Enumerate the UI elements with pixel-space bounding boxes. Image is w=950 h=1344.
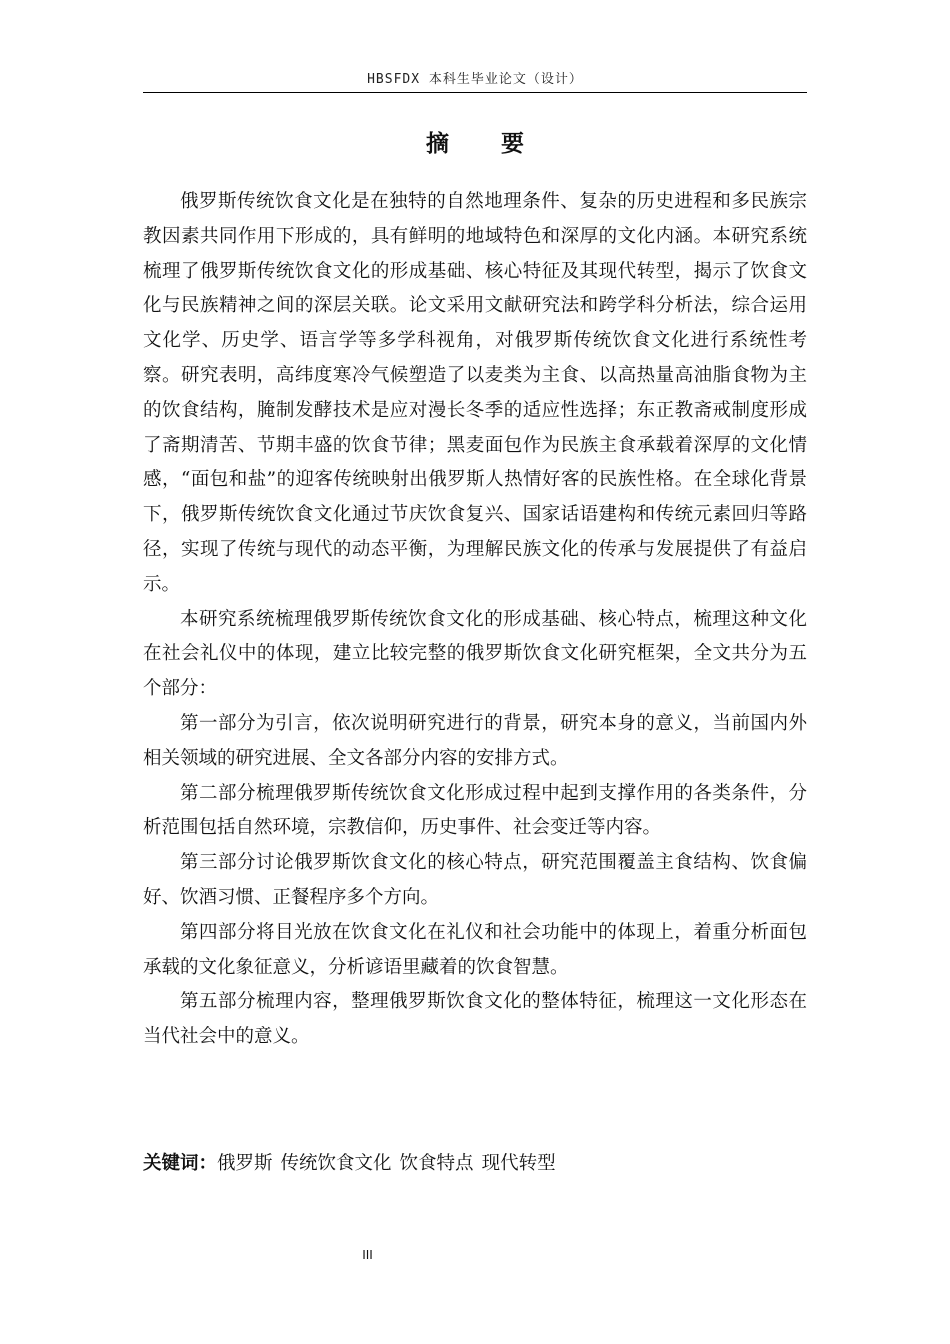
abstract-body xyxy=(143,185,807,1055)
abstract-title: 摘 要 xyxy=(425,131,546,157)
keyword-item: 传统饮食文化 xyxy=(280,1153,392,1174)
keyword-item: 俄罗斯 xyxy=(217,1153,273,1174)
header-rule xyxy=(143,92,807,93)
abstract-paragraph-7: 第五部分梳理内容，整理俄罗斯饮食文化的整体特征，梳理这一文化形态在当代社会中的意义。 xyxy=(143,991,807,1048)
abstract-paragraph-5: 第三部分讨论俄罗斯饮食文化的核心特点，研究范围覆盖主食结构、饮食偏好、饮酒习惯、正餐程序多个方向。 xyxy=(143,852,807,908)
abstract-paragraph-3: 第一部分为引言，依次说明研究进行的背景，研究本身的意义，当前国内外相关领域的研究进展、全文各部分内容的安排方式。 xyxy=(143,712,807,769)
abstract-paragraph-6: 第四部分将目光放在饮食文化在礼仪和社会功能中的体现上，着重分析面包承载的文化象征意义，分析谚语里藏着的饮食智慧。 xyxy=(143,921,807,978)
abstract-paragraph-1: 俄罗斯传统饮食文化是在独特的自然地理条件、复杂的历史进程和多民族宗教因素共同作用下形成的，具有鲜明的地域特色和深厚的文化内涵。本研究系统梳理了俄罗斯传统饮食文化的形成基础、核心特征及其现代转型，揭示了饮食文化与民族精神之间的深层关联。论文采用文献研究法和跨学科分析法，综合运用文化学、历史学、语言学等多学科视角，对俄罗斯传统饮食文化进行系统性考察。研究表明，高纬度寒冷气候塑造了以麦类为主食、以高热量高油脂食物为主的饮食结构，腌制发酵技术是应对漫长冬季的适应性选择；东正教斋戒制度形成了斋期清苦、节期丰盛的饮食节律；黑麦面包作为民族主食承载着深厚的文化情感，“面包和盐”的迎客传统映射出俄罗斯人热情好客的民族性格。在全球化背景下，俄罗斯传统饮食文化通过节庆饮食复兴、国家话语建构和传统元素回归等路径，实现了传统与现代的动态平衡，为理解民族文化的传承与发展提供了有益启示。 xyxy=(143,191,807,595)
keyword-item: 现代转型 xyxy=(481,1153,556,1174)
running-header: HBSFDX 本科生毕业论文（设计） xyxy=(367,72,583,87)
abstract-paragraph-2: 本研究系统梳理俄罗斯传统饮食文化的形成基础、核心特点，梳理这种文化在社会礼仪中的体现，建立比较完整的俄罗斯饮食文化研究框架，全文共分为五个部分： xyxy=(143,608,807,700)
keyword-item: 饮食特点 xyxy=(399,1153,474,1174)
page-number: III xyxy=(362,1248,373,1262)
keywords-label: 关键词： xyxy=(143,1153,218,1174)
abstract-paragraph-4: 第二部分梳理俄罗斯传统饮食文化形成过程中起到支撑作用的各类条件，分析范围包括自然环境，宗教信仰，历史事件、社会变迁等内容。 xyxy=(143,782,807,839)
keywords-line xyxy=(143,1149,807,1179)
